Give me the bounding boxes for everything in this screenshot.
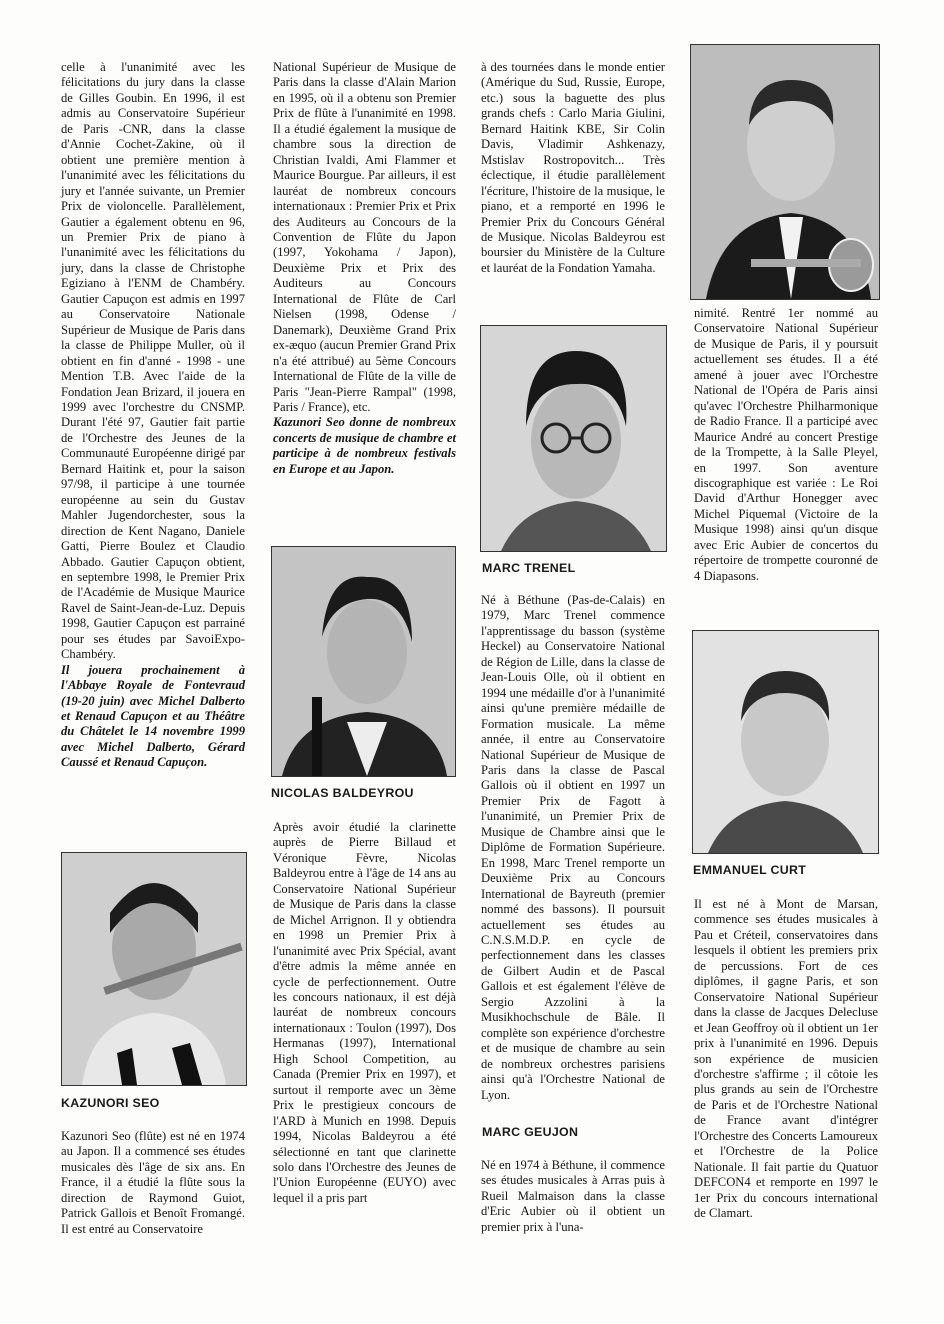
seo-bio-continued: National Supérieur de Musique de Paris dans la classe d'Alain Marion en 1995, où il a obtenu son Premier Prix de flûte à l'unanimité en 1998. Il a étudié également la musique de chambre sous la direction de Christian Ivaldi, Ami Flammer et Maurice Bourgue. Par ailleurs, il est lauréat de nombreux concours internationaux : Premier Prix et Prix des Auditeurs au Concours de la Convention de Flûte du Japon (1997, Yokohama / Japon), Deuxième Prix et Prix des Auditeurs au Concours International de Flûte de Carl Nielsen (1998, Odense / Danemark), Deuxième Grand Prix ex-æquo (aucun Premier Grand Prix n'a été attribué) au 5ème Concours International de Flûte de la ville de Paris "Jean-Pierre Rampal" (1998, Paris / France), etc. (273, 60, 456, 414)
emmanuel-curt-photo (692, 630, 879, 854)
portrait-silhouette-icon (272, 547, 455, 776)
column-4-text (694, 306, 878, 584)
nicolas-baldeyrou-photo (271, 546, 456, 777)
kazunori-seo-name: KAZUNORI SEO (61, 1096, 160, 1110)
nicolas-baldeyrou-bio-text: Après avoir étudié la clarinette auprès de Pierre Billaud et Véronique Fèvre, Nicolas Baldeyrou entre à l'âge de 14 ans au Conservatoire National Supérieur de Musique de Paris dans la classe de Michel Arrignon. Il y obtiendra en 1998 un Premier Prix à l'unanimité avec Prix Spécial, avant d'être admis la même année en cycle de perfectionnement. Outre les concours nationaux, il est déjà lauréat de nombreux concours internationaux : Toulon (1997), Dos Hermanas (1997), International High School Competition, au Canada (Premier Prix en 1997), et surtout il remporte avec un 3ème Prix le prestigieux concours de l'ARD à Munich en 1998. Depuis 1994, Nicolas Baldeyrou a été sélectionné en tant que clarinette solo dans l'Orchestre des Jeunes de l'Union Européenne (EUYO) avec lequel il a pris part (273, 820, 456, 1205)
marc-trenel-bio (481, 593, 665, 1103)
kazunori-seo-photo (61, 852, 247, 1086)
emmanuel-curt-bio (694, 897, 878, 1222)
nicolas-baldeyrou-name: NICOLAS BALDEYROU (271, 786, 414, 800)
marc-trenel-name: MARC TRENEL (482, 561, 576, 575)
baldeyrou-bio-continued: à des tournées dans le monde entier (Amérique du Sud, Russie, Europe, etc.) sous la baguette des plus grands chefs : Carlo Maria Giulini, Bernard Haitink KBE, Sir Colin Davis, Vladimir Ashkenazy, Mstislav Rostropovitch... Très éclectique, il étudie parallèlement l'écriture, l'histoire de la musique, le piano, et a remporté en 1996 le Premier Prix du Concours Général de Musique. Nicolas Baldeyrou est boursier du Ministère de la Culture et lauréat de la Fondation Yamaha. (481, 60, 665, 275)
marc-trenel-bio-text: Né à Béthune (Pas-de-Calais) en 1979, Marc Trenel commence l'apprentissage du basson (système Heckel) au Conservatoire National de Région de Lille, dans la classe de Jean-Louis Olle, où il obtient en 1994 une médaille d'or à l'unanimité ainsi qu'une première médaille de Formation musicale. La même année, il entre au Conservatoire National Supérieur de Musique de Paris dans la classe de Pascal Gallois où il obtient en 1997 un Premier Prix de Fagott à l'unanimité, un Premier Prix de Musique de Chambre ainsi que le Diplôme de Formation Supérieure. En 1998, Marc Trenel remporte un Deuxième Prix au Concours International de Bayreuth (premier nommé des bassons). Il poursuit actuellement ses études au C.N.S.M.D.P. en cycle de perfectionnement dans les classes de Gilbert Audin et de Pascal Gallois et est également l'élève de Sergio Azzolini à la Musikhochschule de Bâle. Il complète son expérience d'orchestre et de musique de chambre au sein de nombreux orchestres parisiens ainsi qu'à l'Orchestre National de Lyon. (481, 593, 665, 1102)
nicolas-baldeyrou-bio (273, 820, 456, 1206)
geujon-bio-continued: nimité. Rentré 1er nommé au Conservatoire National Supérieur de Musique de Paris, il y poursuit actuellement ses études. Il a été amené à jouer avec l'Orchestre National de l'Opéra de Paris ainsi qu'avec l'Orchestre Philharmonique de Radio France. Il a participé avec Maurice André au concert Prestige de la Trompette, à la Salle Pleyel, en 1997. Son aventure discographique est variée : Le Roi David d'Arthur Honegger avec Michel Piquemal (Victoire de la Musique 1998) ainsi qu'un disque avec Eric Aubier de concertos du répertoire de trompette couronné de 4 Diapasons. (694, 306, 878, 583)
portrait-silhouette-icon (693, 631, 878, 853)
portrait-silhouette-icon (691, 45, 879, 299)
seo-concert-note: Kazunori Seo donne de nombreux concerts de musique de chambre et participe à de nombreux festivals en Europe et au Japon. (273, 415, 456, 476)
emmanuel-curt-name: EMMANUEL CURT (693, 863, 807, 877)
capucon-bio-text: celle à l'unanimité avec les félicitations du jury dans la classe de Gilles Goubin. En 1996, il est admis au Conservatoire Supérieur de Paris -CNR, dans la classe d'Annie Cochet-Zakine, où il obtient une première mention à l'unanimité avec les félicitations du jury et l'année suivante, un Premier Prix de violoncelle. Parallèlement, Gautier a également obtenu en 96, un Premier Prix de piano à l'unanimité avec les félicitations du jury, dans la classe de Christophe Egiziano à l'ENM de Chambéry. Gautier Capuçon est admis en 1997 au Conservatoire Nationale Supérieur de Musique de Paris dans la classe de Philippe Muller, où il obtient en fin d'anné - 1998 - une Mention T.B. Avec l'aide de la Fondation Jean Brizard, il jouera en 1999 avec l'orchestre du CNSMP. Durant l'été 97, Gautier fait partie de l'Orchestre des Jeunes de la Communauté Européenne dirigé par Bernard Haitink et, pour la saison 97/98, il participe à une tournée européenne au sein du Gustav Mahler Jugendorchester, sous la direction de Kent Nagano, Daniele Gatti, Pierre Boulez et Claudio Abbado. Gautier Capuçon obtient, en septembre 1998, le Premier Prix de l'Académie de Musique Maurice Ravel de Saint-Jean-de-Luz. Depuis 1998, Gautier Capuçon est parrainé pour ses études par SavoiExpo-Chambéry. (61, 60, 245, 662)
column-3-text (481, 60, 665, 276)
marc-geujon-bio (481, 1158, 665, 1235)
marc-trenel-photo (480, 325, 667, 552)
marc-geujon-photo (690, 44, 880, 300)
portrait-silhouette-icon (481, 326, 666, 551)
marc-geujon-name: MARC GEUJON (482, 1125, 579, 1139)
column-1-text (61, 60, 245, 771)
kazunori-seo-bio (61, 1129, 245, 1237)
marc-geujon-bio-text: Né en 1974 à Béthune, il commence ses études musicales à Arras puis à Rueil Malmaison dans la classe d'Eric Aubier où il obtient un premier prix à l'una- (481, 1158, 665, 1234)
capucon-concert-note: Il jouera prochainement à l'Abbaye Royale de Fontevraud (19-20 juin) avec Michel Dalberto et Renaud Capuçon et au Théâtre du Châtelet le 14 novembre 1999 avec Michel Dalberto, Gérard Caussé et Renaud Capuçon. (61, 662, 245, 770)
kazunori-seo-bio-text: Kazunori Seo (flûte) est né en 1974 au Japon. Il a commencé ses études musicales dès l'âge de six ans. En France, il a étudié la flûte sous la direction de Raymond Guiot, Patrick Gallois et Benoît Fromangé. Il est entré au Conservatoire (61, 1129, 245, 1236)
emmanuel-curt-bio-text: Il est né à Mont de Marsan, commence ses études musicales à Pau et Créteil, conservatoires dans lesquels il obtient les premiers prix de percussions. Fort de ces diplômes, il gagne Paris, et son Conservatoire National Supérieur dans la classe de Jacques Delecluse et Jean Geoffroy où il obtient un 1er prix à l'unanimité en 1996. Depuis son expérience de musicien d'orchestre s'affirme ; il côtoie les plus grands au sein de l'Orchestre de Paris et de l'Orchestre National de France avant d'intégrer l'Orchestre des Concerts Lamoureux et l'Orchestre de la Police Nationale. Il fait partie du Quatuor DEFCON4 et remporte en 1997 le 1er Prix du concours international de Clamart. (694, 897, 878, 1221)
column-2-text (273, 60, 456, 477)
portrait-silhouette-icon (62, 853, 246, 1085)
